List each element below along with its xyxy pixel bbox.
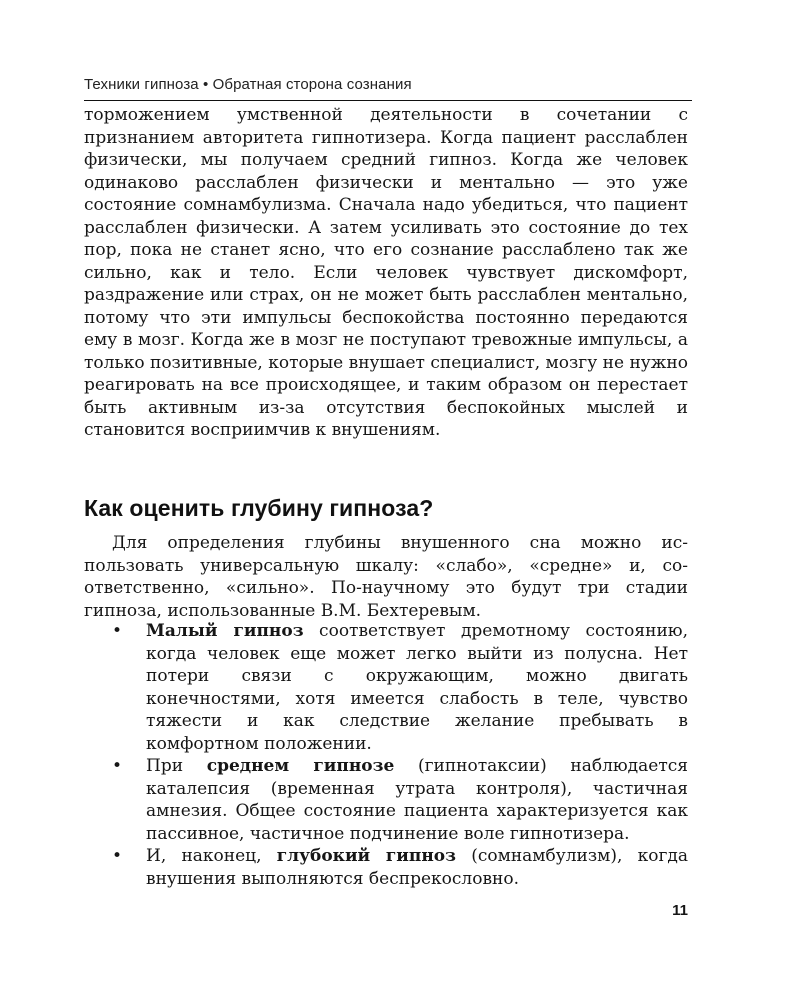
item-prefix: При xyxy=(146,756,207,776)
bullet-icon: • xyxy=(112,756,123,776)
stages-list xyxy=(84,620,688,890)
bullet-icon: • xyxy=(112,846,123,866)
item-term: среднем гипнозе xyxy=(206,756,395,776)
section-intro xyxy=(84,532,688,622)
item-description: (гипнотаксии) наблюдается каталепсия (временная утрата контроля), частичная амнезия. Общее состояние пациента характеризуется как пассивное, частичное подчинение воле гипнотизера. xyxy=(146,756,688,844)
header-rule xyxy=(84,100,692,101)
section-heading: Как оценить глубину гипноза? xyxy=(84,495,434,521)
list-item xyxy=(84,620,688,755)
intro-text: Для определения глубины внушенного сна можно использовать универсальную шкалу: «слабо», «средне» и, соответственно, «сильно». По-научному это будут три стадии гипноза, использованные В.М. Бехтеревым. xyxy=(84,533,688,621)
item-term: Малый гипноз xyxy=(146,621,304,641)
list-item xyxy=(84,755,688,845)
item-description: (сомнамбулизм), когда внушения выполняются беспрекословно. xyxy=(146,846,688,889)
running-header: Техники гипноза • Обратная сторона сознания xyxy=(84,76,412,93)
list-item xyxy=(84,845,688,890)
page-number: 11 xyxy=(672,902,688,919)
paragraph-text: торможением умственной деятельности в сочетании с признанием авторитета гипнотизера. Когда пациент расслаблен физически, мы получаем средний гипноз. Когда же человек одинаково расслаблен физически и ментально — это уже состояние сомнамбулизма. Сначала надо убедиться, что пациент расслаблен физически. А затем усиливать это состояние до тех пор, пока не станет ясно, что его сознание расслаблено так же сильно, как и тело. Если человек чувствует дискомфорт, раздражение или страх, он не может быть расслаблен ментально, потому что эти импульсы беспокойства постоянно передаются ему в мозг. Когда же в мозг не поступают тревожные импульсы, а только позитивные, которые внушает специалист, мозгу не нужно реагировать на все происходящее, и таким образом он перестает быть активным из-за отсутствия беспокойных мыслей и становится восприимчив к внушениям. xyxy=(84,105,688,440)
bullet-icon: • xyxy=(112,621,123,641)
item-prefix: И, наконец, xyxy=(146,846,277,866)
item-term: глубокий гипноз xyxy=(276,846,456,866)
body-paragraph xyxy=(84,104,688,442)
item-description: соответствует дремотному состоянию, когда человек еще может легко выйти из полусна. Нет потери связи с окружающим, можно двигать конечностями, хотя имеется слабость в теле, чувство тяжести и как следствие желание пребывать в комфортном положении. xyxy=(146,621,688,754)
